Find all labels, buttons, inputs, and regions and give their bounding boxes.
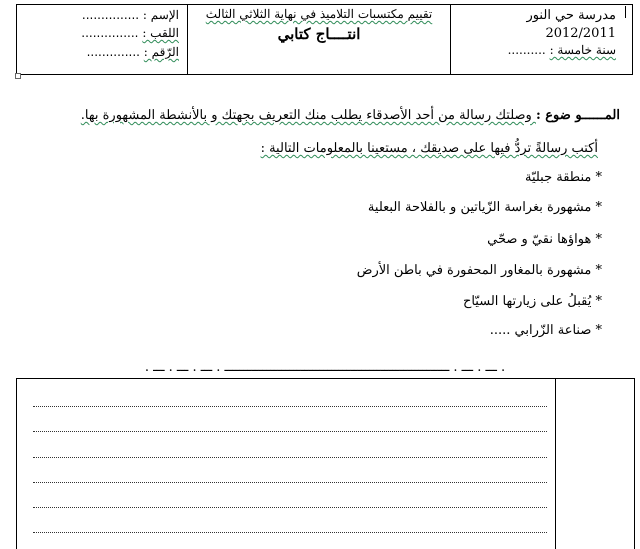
bullet-item: * مشهورة بالمغاور المحفورة في باطن الأرض — [356, 263, 602, 278]
bullet-item: * صناعة الزّرابي ..... — [489, 323, 602, 338]
answer-line[interactable] — [33, 532, 547, 533]
bullet-item: * مشهورة بغراسة الزّياتين و بالفلاحة البعلية — [367, 200, 602, 215]
name-field[interactable] — [82, 8, 179, 22]
answer-line[interactable] — [33, 431, 547, 432]
instruction-line — [261, 141, 598, 156]
surname-field[interactable] — [81, 26, 179, 40]
answer-line[interactable] — [33, 406, 547, 407]
header-table — [16, 4, 633, 75]
name-dots: ............... — [81, 8, 140, 22]
school-year: 2012/2011 — [545, 26, 616, 41]
topic-label: المــــــو ضوع : — [535, 108, 620, 123]
number-field[interactable] — [87, 45, 179, 59]
answer-line[interactable] — [33, 507, 547, 508]
school-name: مدرسة حي النور — [526, 8, 616, 23]
school-info-cell — [451, 5, 633, 75]
number-dots: .............. — [86, 45, 140, 59]
topic-text: وصلتك رسالة من أحد الأصدقاء يطلب منك التعريف بجهتك و بالأنشطة المشهورة بها. — [80, 108, 536, 123]
answer-box — [16, 378, 635, 549]
title-cell — [188, 5, 451, 75]
name-label: الإسم : — [142, 8, 179, 22]
surname-label: اللقب : — [142, 26, 179, 40]
answer-line[interactable] — [33, 482, 547, 483]
object-anchor-handle[interactable] — [15, 73, 21, 79]
bullet-item: * يُقبلُ على زيارتها السيّاح — [462, 294, 602, 309]
student-info-cell — [17, 5, 188, 75]
class-label: سنة خامسة : — [549, 43, 616, 57]
separator-line: . ـــ . ـــ . ـــــــــــــــــــــــــــــــــــــــــــــــــــــــــــ . ـــ . ـــ . ـــ . — [144, 360, 506, 375]
class-field[interactable] — [508, 43, 616, 57]
answer-line[interactable] — [33, 457, 547, 458]
evaluation-title: تقييم مكتسبات التلاميذ في نهاية الثلاثي الثالث — [205, 7, 433, 21]
bullet-item: * هواؤها نقيّ و صحّي — [487, 232, 602, 247]
class-dots: .......... — [507, 43, 546, 57]
surname-dots: ............... — [81, 26, 139, 40]
instruction-text: أكتب رسالةً تردُّ فيها على صديقك ، مستعينا بالمعلومات التالية : — [260, 141, 598, 156]
answer-margin-column — [555, 379, 634, 549]
number-label: الرّقم : — [143, 45, 179, 59]
bullet-item: * منطقة جبليّة — [524, 170, 602, 185]
topic-line — [81, 108, 620, 123]
page-title: انتــــاج كتابي — [277, 25, 361, 43]
